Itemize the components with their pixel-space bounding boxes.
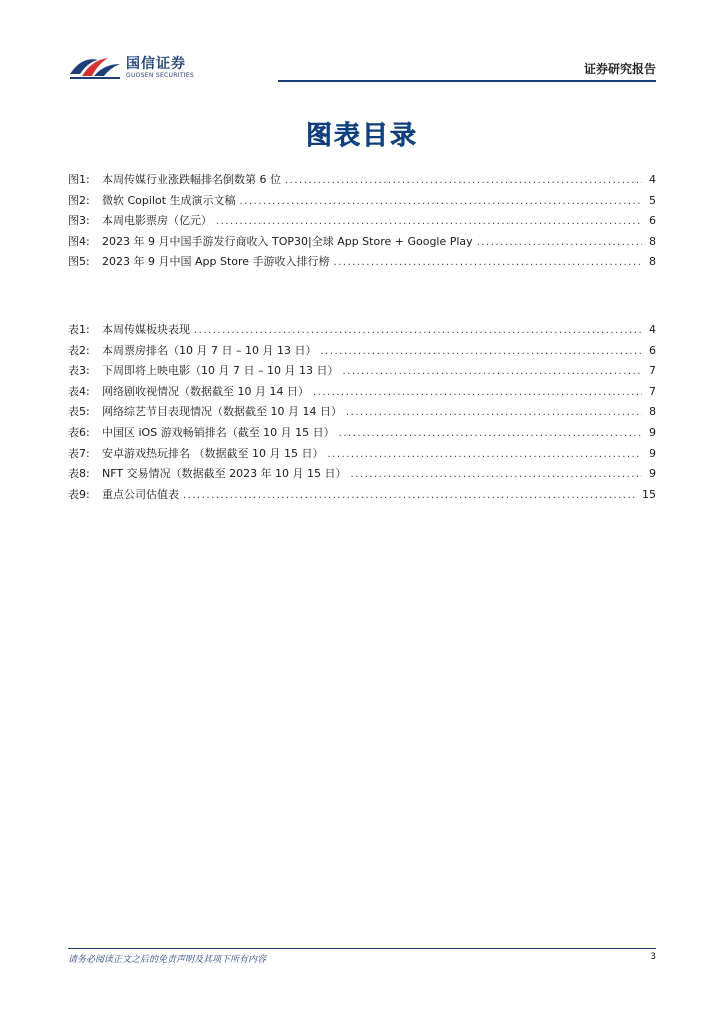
toc-entry-label: 图4: xyxy=(68,234,90,248)
toc-entry-label: 图1: xyxy=(68,173,90,186)
toc-entry[interactable] xyxy=(68,464,656,485)
toc-entry-page: 4 xyxy=(649,173,656,186)
toc-entry[interactable] xyxy=(68,320,656,341)
toc-leader-dots xyxy=(477,233,642,254)
toc-entry-page: 6 xyxy=(649,214,656,228)
toc-entry[interactable] xyxy=(68,170,656,191)
toc-entry-page: 9 xyxy=(649,467,656,481)
table-list xyxy=(68,320,656,505)
toc-entry-title: 微软 Copilot 生成演示文稿 xyxy=(102,193,236,207)
toc-entry-page: 9 xyxy=(649,425,656,439)
toc-entry-page: 8 xyxy=(649,405,656,419)
toc-leader-dots xyxy=(194,321,642,342)
toc-entry[interactable] xyxy=(68,232,656,253)
toc-entry-page: 9 xyxy=(649,446,656,460)
toc-entry-page: 7 xyxy=(649,384,656,398)
toc-entry-label: 表2: xyxy=(68,343,90,357)
guosen-logo xyxy=(68,50,238,84)
toc-leader-dots xyxy=(342,362,642,383)
toc-entry-title: 安卓游戏热玩排名 （数据截至 10 月 15 日） xyxy=(102,446,324,460)
toc-entry-page: 4 xyxy=(649,323,656,336)
toc-entry-label: 表7: xyxy=(68,446,90,460)
toc-entry-page: 8 xyxy=(649,234,656,248)
guosen-logo-icon xyxy=(68,52,122,82)
toc-entry-title: 2023 年 9 月中国 App Store 手游收入排行榜 xyxy=(102,255,330,269)
toc-entry[interactable] xyxy=(68,211,656,232)
toc-entry[interactable] xyxy=(68,382,656,403)
toc-entry-label: 图2: xyxy=(68,193,90,207)
toc-entry-title: 中国区 iOS 游戏畅销排名（截至 10 月 15 日） xyxy=(102,425,335,439)
footer-divider xyxy=(68,948,656,949)
toc-entry[interactable] xyxy=(68,341,656,362)
toc-entry[interactable] xyxy=(68,402,656,423)
logo-chinese-name: 国信证券 xyxy=(126,56,186,72)
toc-entry-title: 本周票房排名（10 月 7 日 – 10 月 13 日） xyxy=(102,343,317,357)
toc-entry-title: 本周电影票房（亿元） xyxy=(102,214,212,228)
toc-leader-dots xyxy=(320,342,642,363)
toc-entry-label: 图5: xyxy=(68,255,90,269)
toc-entry-page: 6 xyxy=(649,343,656,357)
toc-leader-dots xyxy=(346,403,642,424)
toc-entry-title: 本周传媒板块表现 xyxy=(102,323,190,336)
toc-entry-page: 8 xyxy=(649,255,656,269)
toc-entry-page: 5 xyxy=(649,193,656,207)
toc-leader-dots xyxy=(240,192,642,213)
toc-leader-dots xyxy=(183,486,638,507)
toc-entry-title: 下周即将上映电影（10 月 7 日 – 10 月 13 日） xyxy=(102,364,339,378)
toc-leader-dots xyxy=(351,465,642,486)
toc-leader-dots xyxy=(313,383,642,404)
logo-english-name: GUOSEN SECURITIES xyxy=(126,72,195,79)
page-header xyxy=(68,50,656,84)
toc-entry[interactable] xyxy=(68,444,656,465)
toc-entry-label: 图3: xyxy=(68,214,90,228)
toc-entry-title: 重点公司估值表 xyxy=(102,487,179,501)
toc-title: 图表目录 xyxy=(305,121,418,151)
header-divider xyxy=(278,80,656,82)
figure-list xyxy=(68,170,656,273)
report-type-label: 证券研究报告 xyxy=(583,62,656,76)
footer-disclaimer: 请务必阅读正文之后的免责声明及其项下所有内容 xyxy=(68,955,267,965)
toc-entry[interactable] xyxy=(68,485,656,506)
toc-leader-dots xyxy=(327,445,642,466)
toc-entry-label: 表8: xyxy=(68,467,90,481)
toc-entry[interactable] xyxy=(68,423,656,444)
toc-entry-label: 表6: xyxy=(68,425,90,439)
toc-leader-dots xyxy=(216,212,642,233)
toc-entry-label: 表3: xyxy=(68,364,90,378)
toc-leader-dots xyxy=(339,424,642,445)
toc-entry-label: 表4: xyxy=(68,384,90,398)
toc-entry-label: 表9: xyxy=(68,487,90,501)
toc-leader-dots xyxy=(334,253,642,274)
toc-entry-title: 网络综艺节目表现情况（数据截至 10 月 14 日） xyxy=(102,405,342,419)
toc-entry[interactable] xyxy=(68,252,656,273)
toc-entry-page: 7 xyxy=(649,364,656,378)
toc-entry-title: 本周传媒行业涨跌幅排名倒数第 6 位 xyxy=(102,173,281,186)
toc-entry-title: 网络剧收视情况（数据截至 10 月 14 日） xyxy=(102,384,309,398)
toc-entry[interactable] xyxy=(68,191,656,212)
toc-leader-dots xyxy=(285,171,642,192)
toc-entry-title: NFT 交易情况（数据截至 2023 年 10 月 15 日） xyxy=(102,467,347,481)
toc-entry-title: 2023 年 9 月中国手游发行商收入 TOP30|全球 App Store + Google Play xyxy=(102,234,473,248)
toc-entry-label: 表5: xyxy=(68,405,90,419)
page-number: 3 xyxy=(650,952,656,962)
toc-entry-page: 15 xyxy=(642,487,656,501)
toc-entry-label: 表1: xyxy=(68,323,90,336)
toc-entry[interactable] xyxy=(68,361,656,382)
